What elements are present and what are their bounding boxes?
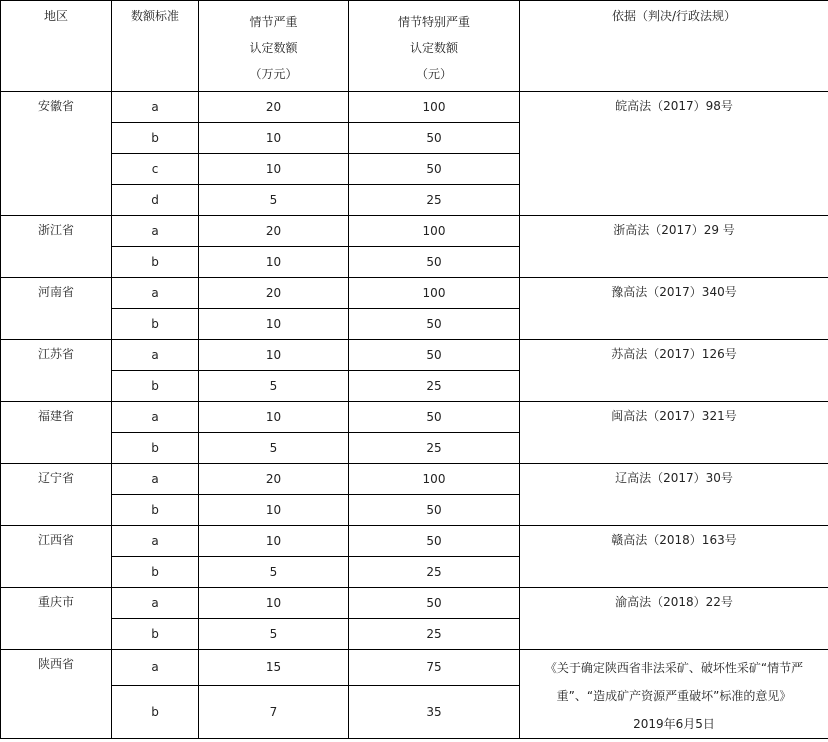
serious-amount-cell: 10 — [199, 526, 349, 557]
header-very-serious-line: （元） — [415, 67, 452, 81]
basis-line: 2019年6月5日 — [633, 717, 715, 731]
very-serious-amount-cell: 50 — [349, 309, 520, 340]
table-row — [1, 278, 828, 309]
standard-cell: b — [112, 433, 199, 464]
header-region: 地区 — [1, 1, 112, 92]
region-cell: 辽宁省 — [1, 464, 112, 526]
basis-cell — [520, 216, 828, 278]
standard-cell: a — [112, 464, 199, 495]
standard-cell: a — [112, 216, 199, 247]
standard-cell: a — [112, 92, 199, 123]
standard-cell: a — [112, 402, 199, 433]
serious-amount-cell: 10 — [199, 402, 349, 433]
serious-amount-cell: 7 — [199, 685, 349, 738]
very-serious-amount-cell: 50 — [349, 340, 520, 371]
table-row — [1, 588, 828, 619]
serious-amount-cell: 5 — [199, 619, 349, 650]
basis-line: 浙高法（2017）29 号 — [613, 223, 735, 237]
standard-cell: a — [112, 526, 199, 557]
very-serious-amount-cell: 50 — [349, 495, 520, 526]
table-row — [1, 216, 828, 247]
serious-amount-cell: 20 — [199, 464, 349, 495]
region-cell: 浙江省 — [1, 216, 112, 278]
basis-cell — [520, 278, 828, 340]
very-serious-amount-cell: 75 — [349, 650, 520, 686]
basis-line: 皖高法（2017）98号 — [615, 99, 733, 113]
basis-cell — [520, 92, 828, 216]
header-basis: 依据（判决/行政法规） — [520, 1, 828, 92]
header-very-serious-line: 认定数额 — [409, 41, 458, 55]
serious-amount-cell: 10 — [199, 123, 349, 154]
basis-line: 赣高法（2018）163号 — [611, 533, 737, 547]
header-standard: 数额标准 — [112, 1, 199, 92]
header-very-serious-line: 情节特别严重 — [397, 15, 470, 29]
serious-amount-cell: 10 — [199, 588, 349, 619]
very-serious-amount-cell: 35 — [349, 685, 520, 738]
very-serious-amount-cell: 50 — [349, 247, 520, 278]
very-serious-amount-cell: 50 — [349, 123, 520, 154]
standard-cell: b — [112, 619, 199, 650]
header-serious-line: （万元） — [249, 67, 298, 81]
region-cell: 重庆市 — [1, 588, 112, 650]
serious-amount-cell: 5 — [199, 371, 349, 402]
region-cell: 河南省 — [1, 278, 112, 340]
serious-amount-cell: 20 — [199, 92, 349, 123]
basis-line: 豫高法（2017）340号 — [611, 285, 737, 299]
standard-cell: b — [112, 557, 199, 588]
basis-line: 《关于确定陕西省非法采矿、破坏性采矿“情节严 — [544, 661, 804, 675]
standard-cell: b — [112, 247, 199, 278]
standard-cell: c — [112, 154, 199, 185]
region-cell: 陕西省 — [1, 650, 112, 739]
serious-amount-cell: 10 — [199, 309, 349, 340]
basis-line: 辽高法（2017）30号 — [615, 471, 733, 485]
serious-amount-cell: 10 — [199, 154, 349, 185]
very-serious-amount-cell: 25 — [349, 433, 520, 464]
region-cell: 安徽省 — [1, 92, 112, 216]
basis-cell — [520, 526, 828, 588]
standard-cell: a — [112, 278, 199, 309]
serious-amount-cell: 5 — [199, 185, 349, 216]
table-row — [1, 92, 828, 123]
serious-amount-cell: 5 — [199, 433, 349, 464]
standard-cell: b — [112, 371, 199, 402]
very-serious-amount-cell: 100 — [349, 278, 520, 309]
basis-line: 渝高法（2018）22号 — [615, 595, 733, 609]
serious-amount-cell: 10 — [199, 247, 349, 278]
very-serious-amount-cell: 50 — [349, 526, 520, 557]
basis-cell — [520, 402, 828, 464]
very-serious-amount-cell: 50 — [349, 588, 520, 619]
standard-cell: a — [112, 340, 199, 371]
very-serious-amount-cell: 25 — [349, 185, 520, 216]
very-serious-amount-cell: 50 — [349, 154, 520, 185]
header-serious-line: 认定数额 — [249, 41, 298, 55]
serious-amount-cell: 15 — [199, 650, 349, 686]
standard-cell: b — [112, 495, 199, 526]
table-row — [1, 526, 828, 557]
standard-cell: b — [112, 685, 199, 738]
standard-cell: a — [112, 588, 199, 619]
standard-cell: b — [112, 123, 199, 154]
basis-line: 闽高法（2017）321号 — [611, 409, 737, 423]
very-serious-amount-cell: 100 — [349, 464, 520, 495]
basis-cell — [520, 464, 828, 526]
serious-amount-cell: 10 — [199, 340, 349, 371]
basis-cell — [520, 340, 828, 402]
serious-amount-cell: 20 — [199, 278, 349, 309]
region-cell: 福建省 — [1, 402, 112, 464]
region-cell: 江西省 — [1, 526, 112, 588]
region-cell: 江苏省 — [1, 340, 112, 402]
header-serious-line: 情节严重 — [249, 15, 298, 29]
basis-line: 苏高法（2017）126号 — [611, 347, 737, 361]
header-row — [1, 1, 828, 92]
standard-cell: d — [112, 185, 199, 216]
basis-line: 重”、“造成矿产资源严重破坏”标准的意见》 — [556, 689, 792, 703]
very-serious-amount-cell: 50 — [349, 402, 520, 433]
table-row — [1, 340, 828, 371]
very-serious-amount-cell: 25 — [349, 557, 520, 588]
basis-cell — [520, 650, 828, 739]
serious-amount-cell: 20 — [199, 216, 349, 247]
very-serious-amount-cell: 25 — [349, 619, 520, 650]
very-serious-amount-cell: 25 — [349, 371, 520, 402]
basis-cell — [520, 588, 828, 650]
table-row — [1, 464, 828, 495]
table-body — [1, 1, 828, 739]
standard-cell: b — [112, 309, 199, 340]
very-serious-amount-cell: 100 — [349, 216, 520, 247]
header-very-serious — [349, 1, 520, 92]
table-row — [1, 402, 828, 433]
very-serious-amount-cell: 100 — [349, 92, 520, 123]
header-serious — [199, 1, 349, 92]
standard-cell: a — [112, 650, 199, 686]
serious-amount-cell: 10 — [199, 495, 349, 526]
serious-amount-cell: 5 — [199, 557, 349, 588]
table-row — [1, 650, 828, 686]
